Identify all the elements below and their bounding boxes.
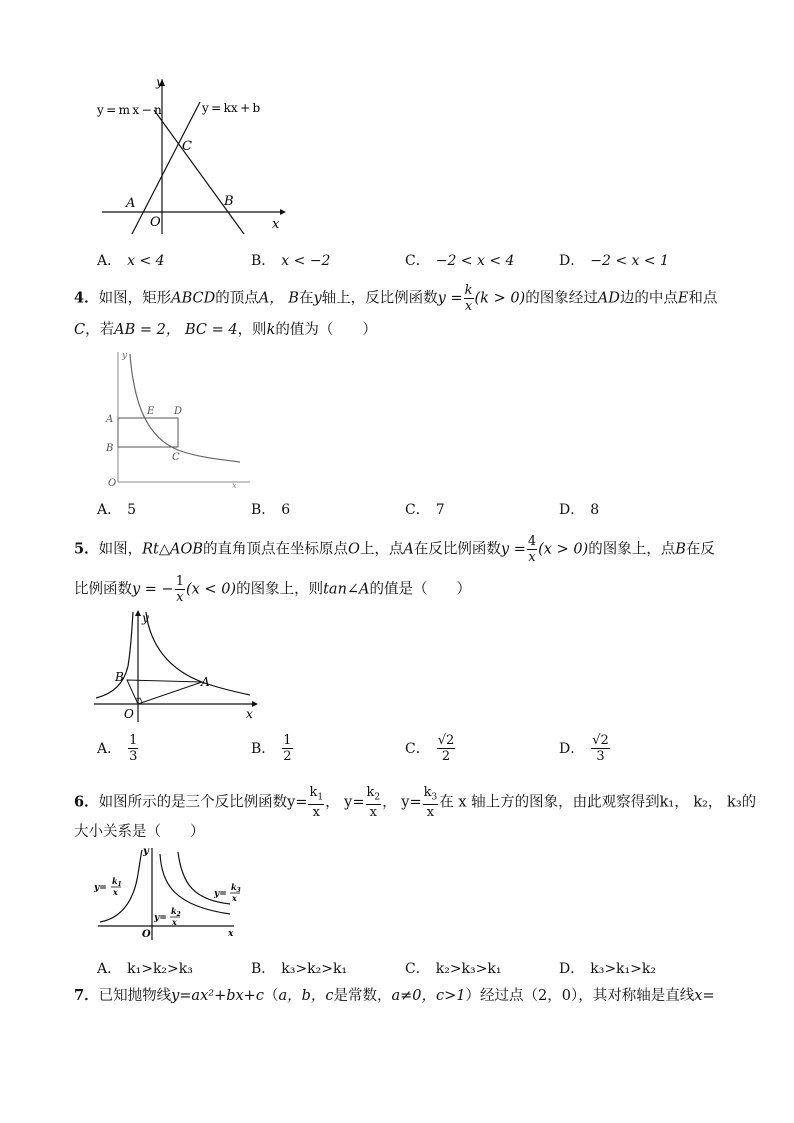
option-label: D． <box>559 740 585 757</box>
q3-label-b: B <box>224 194 234 209</box>
q6-stem-line2: 大小关系是（ ） <box>74 824 205 840</box>
option-numerator: √2 <box>592 733 609 748</box>
q4-graph <box>100 346 260 490</box>
q5-label-a: A <box>201 675 210 689</box>
q4-stem-line2: C，若AB = 2， BC = 4，则k的值为（ ） <box>74 322 377 338</box>
q5-curve-right <box>146 612 250 695</box>
q4-option-b[interactable] <box>251 499 290 519</box>
option-numerator: √2 <box>437 733 455 748</box>
q5-label-b: B <box>115 670 124 684</box>
option-label: A． <box>97 253 122 269</box>
q3-label-kx-b: y = kx + b <box>202 101 261 115</box>
option-numerator: 1 <box>129 733 138 748</box>
option-label: C． <box>405 253 430 269</box>
q3-option-a[interactable] <box>97 250 165 270</box>
q5-curve-left <box>96 612 133 698</box>
option-label: B． <box>251 253 276 269</box>
q5-option-c[interactable] <box>405 734 456 763</box>
q5-label-y: y <box>142 611 149 625</box>
option-text: 6 <box>281 502 291 518</box>
q6-option-c[interactable] <box>405 958 501 978</box>
q6-label-y: y <box>143 846 149 857</box>
option-label: A． <box>97 502 122 518</box>
option-denominator: 2 <box>283 749 292 764</box>
option-label: C． <box>405 961 430 977</box>
q4-option-c[interactable] <box>405 499 445 519</box>
q6-label-k2: $k_2$ <box>171 906 181 918</box>
q3-label-y: y <box>156 75 163 89</box>
option-label: C． <box>405 502 430 518</box>
q5-stem-line1: 5．如图，Rt△AOB的直角顶点在坐标原点O上，点A在反比例函数y = $\frac{4}{x}$ (x > 0)的图象上，点B在反 <box>74 534 715 565</box>
q6-option-b[interactable] <box>251 958 347 978</box>
option-text: x < −2 <box>281 253 331 269</box>
q3-option-d[interactable] <box>559 250 669 270</box>
q4-option-d[interactable] <box>559 499 599 519</box>
q4-label-c: C <box>172 452 180 463</box>
option-label: D． <box>559 961 585 977</box>
q6-label-eq1: y= <box>94 883 107 893</box>
option-label: D． <box>559 502 585 518</box>
option-text: k₁>k₂>k₃ <box>127 961 193 977</box>
option-text: x < 4 <box>127 253 165 269</box>
option-text: −2 < x < 4 <box>435 253 515 269</box>
option-text: k₂>k₃>k₁ <box>435 961 502 977</box>
q5-option-a[interactable] <box>97 734 139 763</box>
option-text: 5 <box>127 502 137 518</box>
q6-label-eq3: y= <box>214 889 227 899</box>
q5-graph <box>90 606 270 724</box>
q3-label-x: x <box>272 217 280 232</box>
q4-label-o: O <box>108 478 117 489</box>
q4-label-x: x <box>232 481 237 490</box>
option-denominator: 3 <box>129 749 138 764</box>
option-label: C． <box>405 740 430 757</box>
option-label: A． <box>97 740 122 757</box>
q5-label-o: O <box>124 707 134 721</box>
q7-stem-line1: 7．已知抛物线y=ax²+bx+c（a，b，c是常数，a≠0，c>1）经过点（2，0），其对称轴是直线x= <box>74 987 715 1004</box>
q3-label-a: A <box>126 196 136 211</box>
option-numerator: 1 <box>283 733 292 748</box>
option-denominator: 2 <box>441 749 451 764</box>
q3-label-o: O <box>150 215 161 230</box>
q3-graph <box>92 72 292 242</box>
option-label: D． <box>559 253 585 269</box>
q5-y-arrow <box>135 610 141 616</box>
q4-label-e: E <box>147 406 155 417</box>
q6-label-x2: x <box>172 917 177 927</box>
q3-label-mx-n: y = m x − n <box>97 103 162 117</box>
q5-option-b[interactable] <box>251 734 294 763</box>
q6-label-x3: x <box>232 893 237 903</box>
option-label: B． <box>251 502 276 518</box>
q4-rectangle <box>118 418 178 447</box>
q4-label-y: y <box>122 351 128 361</box>
q3-line-kx-b <box>132 102 200 234</box>
q5-option-d[interactable] <box>559 734 611 763</box>
q4-option-a[interactable] <box>97 499 136 519</box>
q4-label-b: B <box>106 443 114 454</box>
q3-line-mx-n <box>154 110 244 234</box>
option-label: B． <box>251 740 276 757</box>
option-text: 7 <box>435 502 445 518</box>
q6-label-eq2: y= <box>154 913 167 923</box>
q6-label-xaxis: x <box>228 929 234 939</box>
option-label: A． <box>97 961 122 977</box>
option-denominator: 3 <box>596 749 605 764</box>
option-text: 8 <box>590 502 600 518</box>
q5-stem-line2: 比例函数y = − $\frac{1}{x}$ (x < 0)的图象上，则tan∠A的值是（ ） <box>74 574 472 605</box>
q6-stem-line1: 6．如图所示的是三个反比例函数y= $\frac{k_1}{x}$ ， y= $\frac{k_2}{x}$ ， y= $\frac{k_3}{x}$ 在 x 轴上方的图象，由此观察得到k₁， k₂， k₃的 <box>74 785 757 820</box>
q4-label-a: A <box>106 414 114 425</box>
option-label: B． <box>251 961 276 977</box>
q6-label-k3: $k_3$ <box>231 882 241 894</box>
q6-option-a[interactable] <box>97 958 193 978</box>
option-text: k₃>k₂>k₁ <box>281 961 348 977</box>
q3-x-arrow <box>280 209 286 215</box>
q4-stem-line1: 4．如图，矩形ABCD的顶点A， B在y轴上，反比例函数y = $\frac{k}{x}$ (k > 0)的图象经过AD边的中点E和点 <box>74 283 718 314</box>
q5-x-arrow <box>252 701 258 707</box>
q6-graph <box>90 844 246 944</box>
q3-option-c[interactable] <box>405 250 514 270</box>
q5-label-x: x <box>246 707 253 721</box>
option-text: k₃>k₁>k₂ <box>590 961 656 977</box>
q6-label-o: O <box>142 929 151 940</box>
q3-option-b[interactable] <box>251 250 330 270</box>
q3-label-c: C <box>182 139 192 154</box>
q6-option-d[interactable] <box>559 958 656 978</box>
q6-curve-k2 <box>160 854 230 914</box>
q6-label-k1: $k_1$ <box>112 876 122 888</box>
option-text: −2 < x < 1 <box>590 253 669 269</box>
q6-label-x1: x <box>113 887 118 897</box>
q4-label-d: D <box>174 406 183 417</box>
